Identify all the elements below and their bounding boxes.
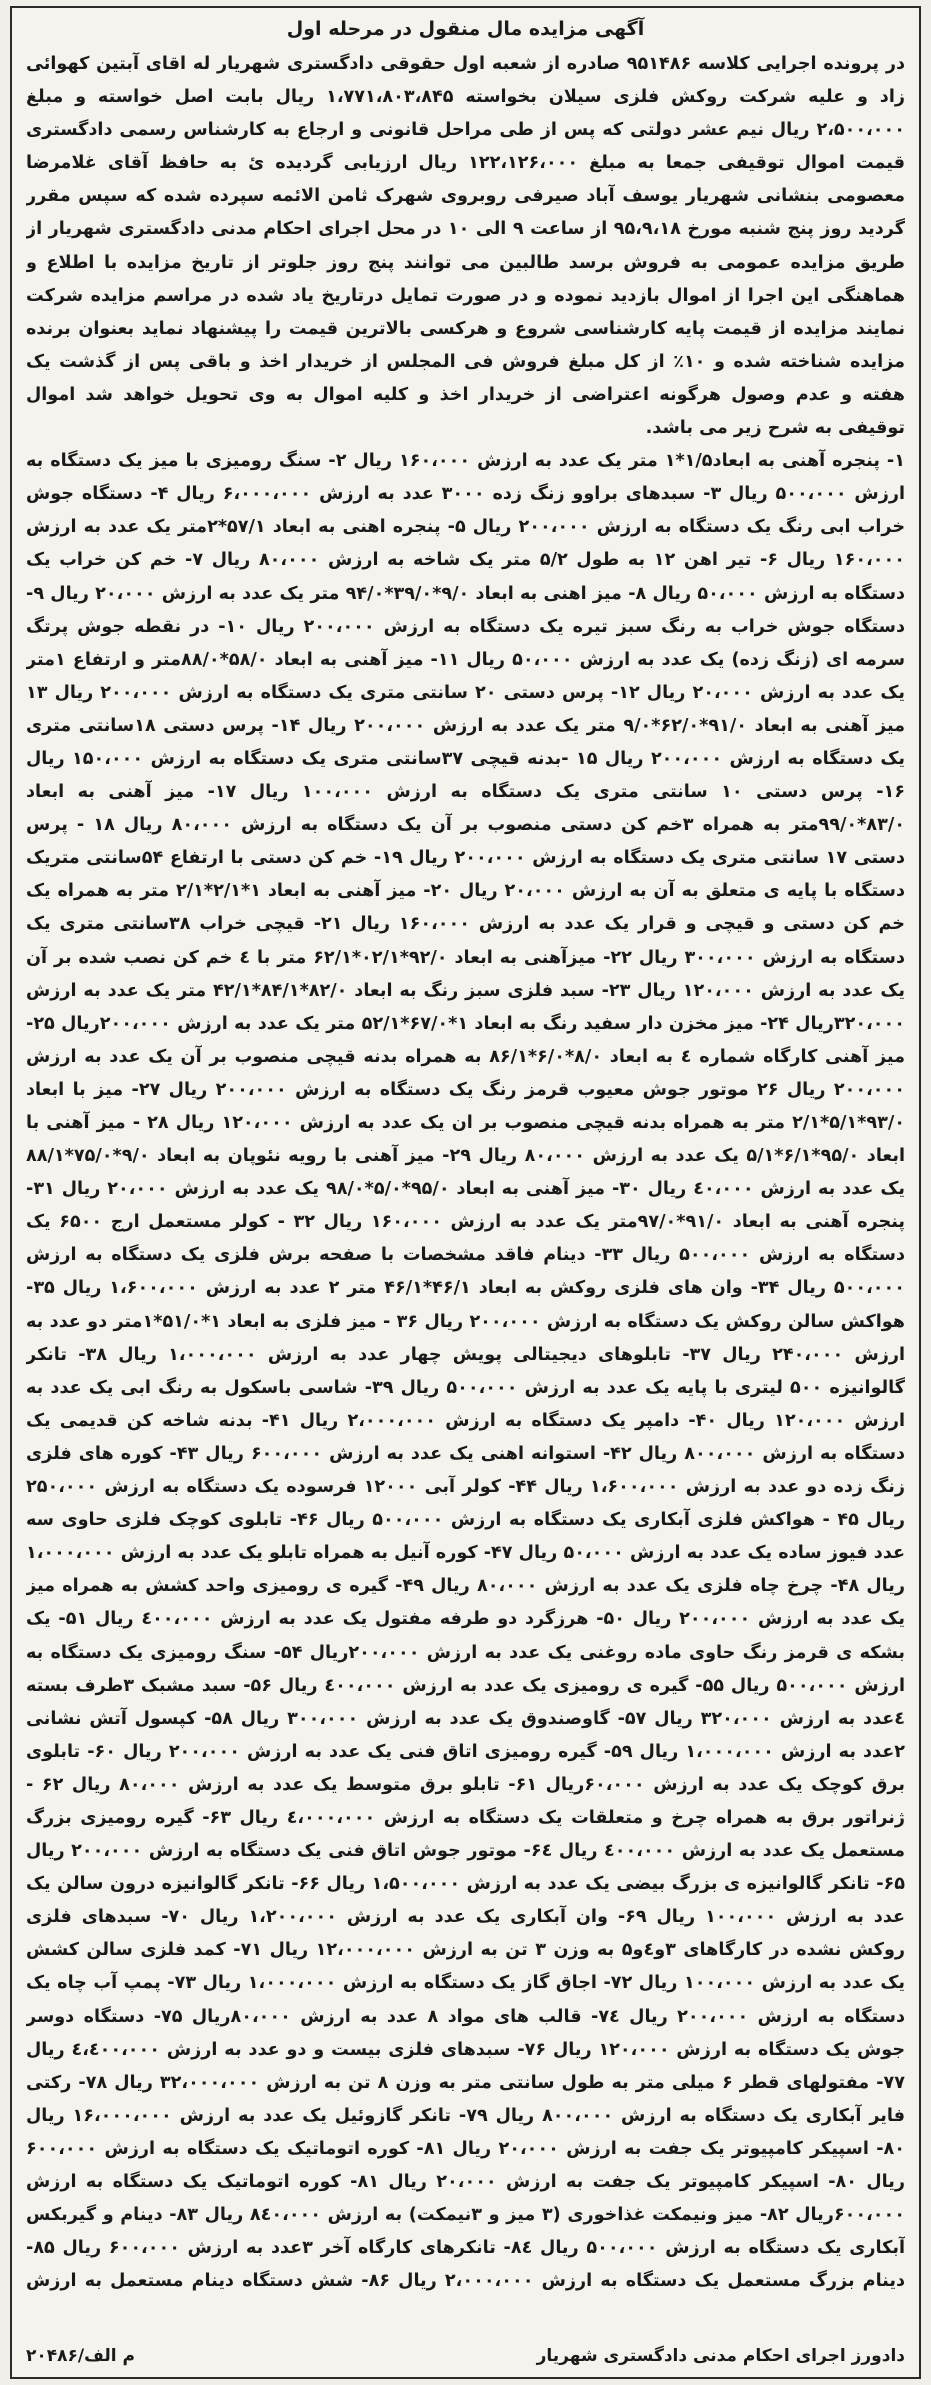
reference-code: ۲۰۴۸۶/م الف [26, 2346, 135, 2366]
notice-body [26, 48, 905, 2298]
notice-footer [26, 2339, 905, 2373]
auction-notice [10, 6, 921, 2379]
signature: دادورز اجرای احکام مدنی دادگستری شهریار [536, 2346, 905, 2366]
notice-intro: در پرونده اجرایی کلاسه ۹۵۱۴۸۶ صادره از شعبه اول حقوقی دادگستری شهریار له اقای آبتین کهوائی زاد و علیه شرکت روکش فلزی سیلان بخواسته ۱،۷۷۱،۸۰۳،۸۴۵ ریال بابت اصل خواسته و مبلغ ۲،۵۰۰،۰۰۰ ریال نیم عشر دولتی که پس از طی مراحل قانونی و ارجاع به کارشناس رسمی دادگستری قیمت اموال توقیفی جمعا به مبلغ ۱۲۲،۱۲۶،۰۰۰ ریال ارزیابی گردیده ئ به حافظ آقای غلامرضا معصومی بنشانی شهریار یوسف آباد صیرفی روبروی شهرک ثامن الائمه سپرده شده که سپس مقرر گردید روز پنج شنبه مورخ ۹۵،۹،۱۸ از ساعت ۹ الی ۱۰ در محل اجرای احکام مدنی دادگستری شهریار از طریق مزایده عمومی به فروش برسد طالبین می توانند پنج روز جلوتر از تاریخ مزایده با اطلاع و هماهنگی این اجرا از اموال بازدید نموده و در صورت تمایل درتاریخ یاد شده در مراسم مزایده شرکت نمایند مزایده از قیمت پایه کارشناسی شروع و هرکسی بالاترین قیمت را پیشنهاد نماید بعنوان برنده مزایده شناخته شده و ۱۰٪ از کل مبلغ فروش فی المجلس از خریدار اخذ و باقی پس از گذشت یک هفته و عدم وصول هرگونه اعتراضی از خریدار اخذ و کلیه اموال به وی تحویل خواهد شد اموال توقیفی به شرح زیر می باشد. [26, 54, 905, 439]
notice-title: آگهی مزایده مال منقول در مرحله اول [286, 18, 645, 40]
notice-items: ۱- پنجره آهنی به ابعاد۱/۵*۱ متر یک عدد به ارزش ۱۶۰،۰۰۰ ریال ۲- سنگ رومیزی با میز یک دستگاه به ارزش ۵۰۰،۰۰۰ ریال ۳- سبدهای براوو زنگ زده ۳۰۰۰ عدد به ارزش ۶،۰۰۰،۰۰۰ ریال ۴- دستگاه جوش خراب ابی رنگ یک دستگاه به ارزش ۲۰۰،۰۰۰ ریال ۵- پنجره اهنی به ابعاد ۵۷/۱*۲متر یک عدد به ارزش ۱۶۰،۰۰۰ ریال ۶- تیر اهن ۱۲ به طول ۵/۲ متر یک شاخه به ارزش ۸۰،۰۰۰ ریال ۷- خم کن خراب یک دستگاه به ارزش ۵۰،۰۰۰ ریال ۸- میز اهنی به ابعاد ۹/۰*۳۹/۰*۹۴/۰ متر یک عدد به ارزش ۲۰،۰۰۰ ریال ۹- دستگاه جوش خراب به رنگ سبز تیره یک دستگاه به ارزش ۲۰۰،۰۰۰ ریال ۱۰- در نقطه جوش پرتگ سرمه ای (زنگ زده) یک عدد به ارزش ۵۰،۰۰۰ ریال ۱۱- میز آهنی به ابعاد ۵۸/۰*۸۸/۰متر و ارتفاع ۱متر یک عدد به ارزش ۲۰،۰۰۰ ریال ۱۲- پرس دستی ۲۰ سانتی متری یک دستگاه به ارزش ۲۰۰،۰۰۰ ریال ۱۳ میز آهنی به ابعاد ۹۱/۰*۶۲/۰*۹/۰ متر یک عدد به ارزش ۲۰۰،۰۰۰ ریال ۱۴- پرس دستی ۱۸سانتی متری یک دستگاه به ارزش ۲۰۰،۰۰۰ ریال ۱۵ -بدنه قیچی ۳۷سانتی متری یک دستگاه به ارزش ۱۵۰،۰۰۰ ریال ۱۶- پرس دستی ۱۰ سانتی متری یک دستگاه به ارزش ۱۰۰،۰۰۰ ریال ۱۷- میز آهنی به ابعاد ۸۳/۰*۹۹/۰متر به همراه ۳خم کن دستی منصوب بر آن یک دستگاه به ارزش ۸۰،۰۰۰ ریال ۱۸ - پرس دستی ۱۷ سانتی متری یک دستگاه به ارزش ۲۰۰،۰۰۰ ریال ۱۹- خم کن دستی با ارتفاع ۵۴سانتی متریک دستگاه با پایه ی متعلق به آن به ارزش ۲۰،۰۰۰ ریال ۲۰- میز آهنی به ابعاد ۱*۲/۱*۲/۱ متر به همراه یک خم کن دستی و قیچی و قرار یک عدد به ارزش ۱۶۰،۰۰۰ ریال ۲۱- قیچی خراب ۳۸سانتی متری یک دستگاه به ارزش ۳۰۰،۰۰۰ ریال ۲۲- میزآهنی به ابعاد ۹۲/۰*۰۲/۱*۶۲/۱ متر با ٤ خم کن نصب شده بر آن یک عدد به ارزش ۱۲۰،۰۰۰ ریال ۲۳- سبد فلزی سبز رنگ به ابعاد ۸۲/۰*۸۴/۱*۴۲/۱ متر یک عدد به ارزش ۳۲۰،۰۰۰ریال ۲۴- میز مخزن دار سفید رنگ به ابعاد ۱*۶۷/۰*۵۲/۱ متر یک عدد به ارزش ۲۰۰،۰۰۰ریال ۲۵- میز آهنی کارگاه شماره ٤ به ابعاد ۸/۰*۶/۰*۸۶/۱ به همراه بدنه قیچی منصوب بر آن یک عدد به ارزش ۲۰۰،۰۰۰ ریال ۲۶ موتور جوش معیوب قرمز رنگ یک دستگاه به ارزش ۲۰۰،۰۰۰ ریال ۲۷- میز با ابعاد ۹۳/۰*۵/۱*۲/۱ متر به همراه بدنه قیچی منصوب بر ان یک عدد به ارزش ۱۲۰،۰۰۰ ریال ۲۸ - میز آهنی با ابعاد ۹۵/۰*۶/۱*۵/۱ یک عدد به ارزش ۸۰،۰۰۰ ریال ۲۹- میز آهنی با رویه نئوپان به ابعاد ۹/۰*۷۵/۰*۸۸/۱ یک عدد به ارزش ٤۰،۰۰۰ ریال ۳۰- میز آهنی به ابعاد ۹۵/۰*۵/۰*۹۸/۰ یک عدد به ارزش ۲۰،۰۰۰ ریال ۳۱- پنجره آهنی به ابعاد ۹۱/۰*۹۷/۰متر یک عدد به ارزش ۱۶۰،۰۰۰ ریال ۳۲ - کولر مستعمل ارج ۶۵۰۰ یک دستگاه به ارزش ۵۰۰،۰۰۰ ریال ۳۳- دینام فاقد مشخصات با صفحه برش فلزی یک دستگاه به ارزش ۵۰۰،۰۰۰ ریال ۳۴- وان های فلزی روکش به ابعاد ۴۶/۱*۴۶/۱ متر ۲ عدد به ارزش ۱،۶۰۰،۰۰۰ ریال ۳۵- هواکش سالن روکش یک دستگاه به ارزش ۲۰۰،۰۰۰ ریال ۳۶ - میز فلزی به ابعاد ۱*۵۱/۰*۱متر دو عدد به ارزش ۲۴۰،۰۰۰ ریال ۳۷- تابلوهای دیجیتالی پویش چهار عدد به ارزش ۱،۰۰۰،۰۰۰ ریال ۳۸- تانکر گالوانیزه ۵۰۰ لیتری با پایه یک عدد به ارزش ۵۰۰،۰۰۰ ریال ۳۹- شاسی باسکول به رنگ ابی یک عدد به ارزش ۱۲۰،۰۰۰ ریال ۴۰- دامپر یک دستگاه به ارزش ۲،۰۰۰،۰۰۰ ریال ۴۱- بدنه شاخه کن قدیمی یک دستگاه به ارزش ۸۰۰،۰۰۰ ریال ۴۲- استوانه اهنی یک عدد به ارزش ۶۰۰،۰۰۰ ریال ۴۳- کوره های فلزی زنگ زده دو عدد به ارزش ۱،۶۰۰،۰۰۰ ریال ۴۴- کولر آبی ۱۲۰۰۰ فرسوده یک دستگاه به ارزش ۲۵۰،۰۰۰ ریال ۴۵ - هواکش فلزی آبکاری یک دستگاه به ارزش ۵۰۰،۰۰۰ ریال ۴۶- تابلوی کوچک فلزی حاوی سه عدد فیوز ساده یک عدد به ارزش ۵۰،۰۰۰ ریال ۴۷- کوره آنیل به همراه تابلو یک عدد به ارزش ۱،۰۰۰،۰۰۰ ریال ۴۸- چرخ چاه فلزی یک عدد به ارزش ۸۰،۰۰۰ ریال ۴۹- گیره ی رومیزی واحد کشش به همراه میز یک عدد به ارزش ۲۰۰،۰۰۰ ریال ۵۰- هرزگرد دو طرفه مفتول یک عدد به ارزش ٤۰۰،۰۰۰ ریال ۵۱- یک بشکه ی قرمز رنگ حاوی ماده روغنی یک عدد به ارزش ۲۰۰،۰۰۰ریال ۵۴- سنگ رومیزی یک دستگاه به ارزش ۵۰۰،۰۰۰ ریال ۵۵- گیره ی رومیزی یک عدد به ارزش ٤۰۰،۰۰۰ ریال ۵۶- سبد مشبک ۳طرف بسته ٤عدد به ارزش ۳۲۰،۰۰۰ ریال ۵۷- گاوصندوق یک عدد به ارزش ۳۰۰،۰۰۰ ریال ۵۸- کپسول آتش نشانی ۲عدد به ارزش ۱،۰۰۰،۰۰۰ ریال ۵۹- گیره رومیزی اتاق فنی یک عدد به ارزش ۲۰۰،۰۰۰ ریال ۶۰- تابلوی برق کوچک یک عدد به ارزش ۶۰،۰۰۰ریال ۶۱- تابلو برق متوسط یک عدد به ارزش ۸۰،۰۰۰ ریال ۶۲ - ژنراتور برق به همراه چرخ و متعلقات یک دستگاه به ارزش ٤،۰۰۰،۰۰۰ ریال ۶۳- گیره رومیزی بزرگ مستعمل یک عدد به ارزش ٤۰۰،۰۰۰ ریال ۶٤- موتور جوش اتاق فنی یک دستگاه به ارزش ۲۰۰،۰۰۰ ریال ۶۵- تانکر گالوانیزه ی بزرگ بیضی یک عدد به ارزش ۱،۵۰۰،۰۰۰ ریال ۶۶- تانکر گالوانیزه درون سالن یک عدد به ارزش ۱۰۰،۰۰۰ ریال ۶۹- وان آبکاری یک عدد به ارزش ۱،۲۰۰،۰۰۰ ریال ۷۰- سبدهای فلزی روکش نشده در کارگاهای ۳و٤و۵ به وزن ۳ تن به ارزش ۱۲،۰۰۰،۰۰۰ ریال ۷۱- کمد فلزی سالن کشش یک عدد به ارزش ۱۰۰،۰۰۰ ریال ۷۲- اجاق گاز یک دستگاه به ارزش ۱،۰۰۰،۰۰۰ ریال ۷۳- پمپ آب چاه یک دستگاه به ارزش ۲۰۰،۰۰۰ ریال ۷٤- قالب های مواد ۸ عدد به ارزش ۸۰،۰۰۰ریال ۷۵- دستگاه دوسر جوش یک دستگاه به ارزش ۱۲۰،۰۰۰ ریال ۷۶- سبدهای فلزی بیست و دو عدد به ارزش ٤،٤۰۰،۰۰۰ ریال ۷۷- مفتولهای قطر ۶ میلی متر به طول سانتی متر به وزن ۸ تن به ارزش ۳۲،۰۰۰،۰۰۰ ریال ۷۸- رکتی فایر آبکاری یک دستگاه به ارزش ۸۰۰،۰۰۰ ریال ۷۹- تانکر گازوئیل یک عدد به ارزش ۱۶،۰۰۰،۰۰۰ ریال ۸۰- اسپیکر کامپیوتر یک جفت به ارزش ۲۰،۰۰۰ ریال ۸۱- کوره اتوماتیک یک دستگاه به ارزش ۶۰۰،۰۰۰ ریال ۸۰- اسپیکر کامپیوتر یک جفت به ارزش ۲۰،۰۰۰ ریال ۸۱- کوره اتوماتیک یک دستگاه به ارزش ۶۰۰،۰۰۰ریال ۸۲- میز ونیمکت غذاخوری (۳ میز و ۳نیمکت) به ارزش ۸٤۰،۰۰۰ ریال ۸۳- دینام و گیربکس آبکاری یک دستگاه به ارزش ۵۰۰،۰۰۰ ریال ۸٤- تانکرهای کارگاه آخر ۳عدد به ارزش ۶۰۰،۰۰۰ ریال ۸۵- دینام بزرگ مستعمل یک دستگاه به ارزش ۲،۰۰۰،۰۰۰ ریال ۸۶- شش دستگاه دینام مستعمل به ارزش [26, 451, 905, 2292]
